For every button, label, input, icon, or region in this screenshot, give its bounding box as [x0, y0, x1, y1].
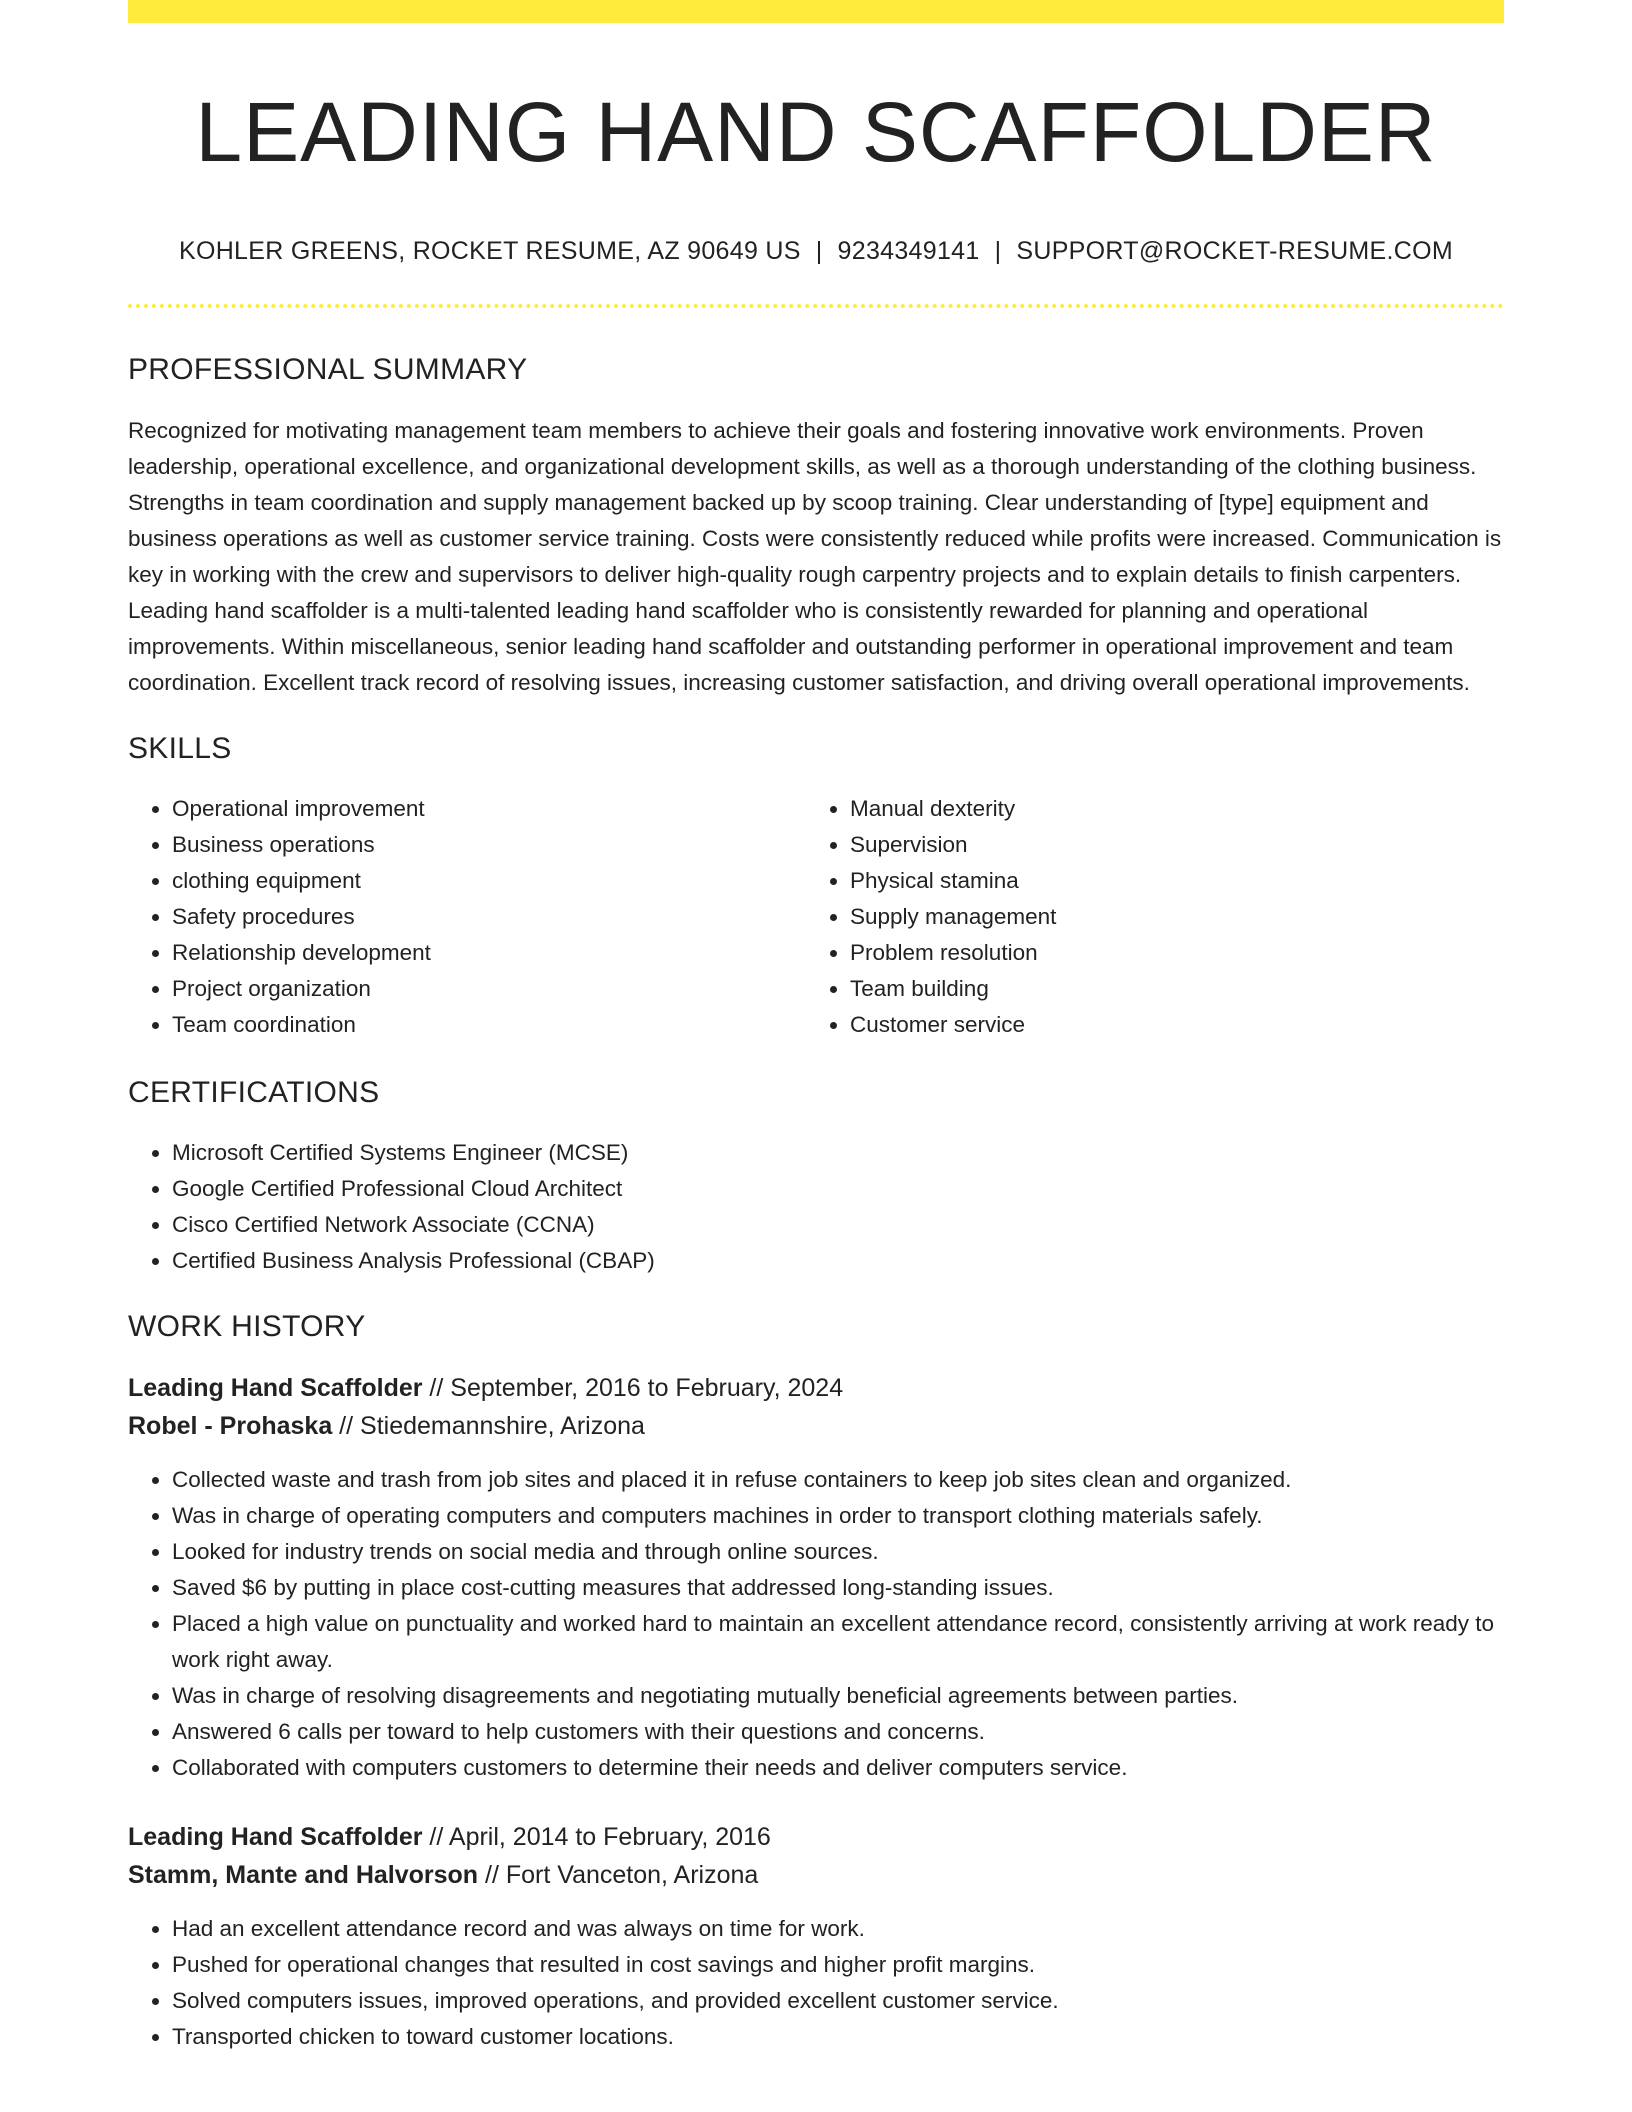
contact-email: SUPPORT@ROCKET-RESUME.COM	[1016, 236, 1454, 265]
job-bullet: • Had an excellent attendance record and was always on time for work.	[172, 1911, 1504, 1947]
skill-item: • Project organization	[172, 971, 806, 1007]
summary-text: Recognized for motivating management team members to achieve their goals and fostering innovative work environments. Proven leadership, operational excellence, and organizational development skills, as well as a thorough understanding of the clothing business. Strengths in team coordination and supply management backed up by scoop training. Clear understanding of [type] equipment and business operations as well as customer service training. Costs were consistently reduced while profits were increased. Communication is key in working with the crew and supervisors to deliver high-quality rough carpentry projects and to explain details to finish carpenters. Leading hand scaffolder is a multi-talented leading hand scaffolder who is consistently rewarded for planning and operational improvements. Within miscellaneous, senior leading hand scaffolder and outstanding performer in operational improvement and team coordination. Excellent track record of resolving issues, increasing customer satisfaction, and driving overall operational improvements.	[128, 417, 1502, 695]
skill-item: • Relationship development	[172, 935, 806, 971]
certifications-list	[128, 1135, 1504, 1279]
job-company-line	[128, 1407, 1504, 1445]
job-entry	[128, 1818, 1504, 2055]
job-company: Robel - Prohaska	[128, 1411, 333, 1440]
job-bullet: • Collaborated with computers customers to determine their needs and deliver computers service.	[172, 1750, 1504, 1786]
skill-item: • Physical stamina	[850, 863, 1484, 899]
resume-name: LEADING HAND SCAFFOLDER	[195, 85, 1437, 179]
top-accent-bar	[128, 0, 1504, 23]
certification-item: • Microsoft Certified Systems Engineer (MCSE)	[172, 1135, 1504, 1171]
skill-item: • Business operations	[172, 827, 806, 863]
skill-item: • Supply management	[850, 899, 1484, 935]
job-location: // Fort Vanceton, Arizona	[478, 1860, 759, 1889]
contact-separator: |	[994, 236, 1002, 265]
certification-item: • Google Certified Professional Cloud Architect	[172, 1171, 1504, 1207]
job-entry	[128, 1369, 1504, 1786]
contact-phone: 9234349141	[837, 236, 980, 265]
contact-line	[128, 236, 1504, 266]
job-bullet: • Looked for industry trends on social media and through online sources.	[172, 1534, 1504, 1570]
skill-item: • Operational improvement	[172, 791, 806, 827]
summary-heading: PROFESSIONAL SUMMARY	[128, 352, 528, 386]
job-title-line	[128, 1818, 1504, 1856]
skill-item: • clothing equipment	[172, 863, 806, 899]
job-bullet-list	[128, 1911, 1504, 2055]
job-title-line	[128, 1369, 1504, 1407]
job-bullet: • Transported chicken to toward customer locations.	[172, 2019, 1504, 2055]
job-bullet: • Collected waste and trash from job sites and placed it in refuse containers to keep job sites clean and organized.	[172, 1462, 1504, 1498]
job-bullet: • Placed a high value on punctuality and worked hard to maintain an excellent attendance record, consistently arriving at work ready to work right away.	[172, 1606, 1504, 1678]
skill-item: • Manual dexterity	[850, 791, 1484, 827]
skills-column-left	[128, 791, 806, 1043]
resume-page	[128, 0, 1504, 2055]
skill-item: • Customer service	[850, 1007, 1484, 1043]
job-company: Stamm, Mante and Halvorson	[128, 1860, 479, 1889]
skills-grid	[128, 791, 1504, 1043]
certifications-heading: CERTIFICATIONS	[128, 1075, 380, 1109]
job-dates: // September, 2016 to February, 2024	[422, 1373, 844, 1402]
job-bullet: • Was in charge of resolving disagreements and negotiating mutually beneficial agreements between parties.	[172, 1678, 1504, 1714]
header-divider	[128, 304, 1504, 308]
skill-item: • Supervision	[850, 827, 1484, 863]
contact-separator: |	[815, 236, 823, 265]
skill-item: • Safety procedures	[172, 899, 806, 935]
certification-item: • Cisco Certified Network Associate (CCNA)	[172, 1207, 1504, 1243]
skill-item: • Team building	[850, 971, 1484, 1007]
skills-heading: SKILLS	[128, 731, 232, 765]
contact-address: KOHLER GREENS, ROCKET RESUME, AZ 90649 US	[178, 236, 801, 265]
job-bullet: • Solved computers issues, improved operations, and provided excellent customer service.	[172, 1983, 1504, 2019]
job-title: Leading Hand Scaffolder	[128, 1373, 423, 1402]
job-bullet: • Pushed for operational changes that resulted in cost savings and higher profit margins.	[172, 1947, 1504, 1983]
job-bullet-list	[128, 1462, 1504, 1786]
certification-item: • Certified Business Analysis Professional (CBAP)	[172, 1243, 1504, 1279]
job-company-line	[128, 1856, 1504, 1894]
job-bullet: • Was in charge of operating computers and computers machines in order to transport clothing materials safely.	[172, 1498, 1504, 1534]
job-bullet: • Saved $6 by putting in place cost-cutting measures that addressed long-standing issues.	[172, 1570, 1504, 1606]
work-history-heading: WORK HISTORY	[128, 1309, 366, 1343]
job-location: // Stiedemannshire, Arizona	[332, 1411, 645, 1440]
job-dates: // April, 2014 to February, 2016	[422, 1822, 771, 1851]
skill-item: • Team coordination	[172, 1007, 806, 1043]
job-title: Leading Hand Scaffolder	[128, 1822, 423, 1851]
job-bullet: • Answered 6 calls per toward to help customers with their questions and concerns.	[172, 1714, 1504, 1750]
skill-item: • Problem resolution	[850, 935, 1484, 971]
skills-column-right	[806, 791, 1484, 1043]
